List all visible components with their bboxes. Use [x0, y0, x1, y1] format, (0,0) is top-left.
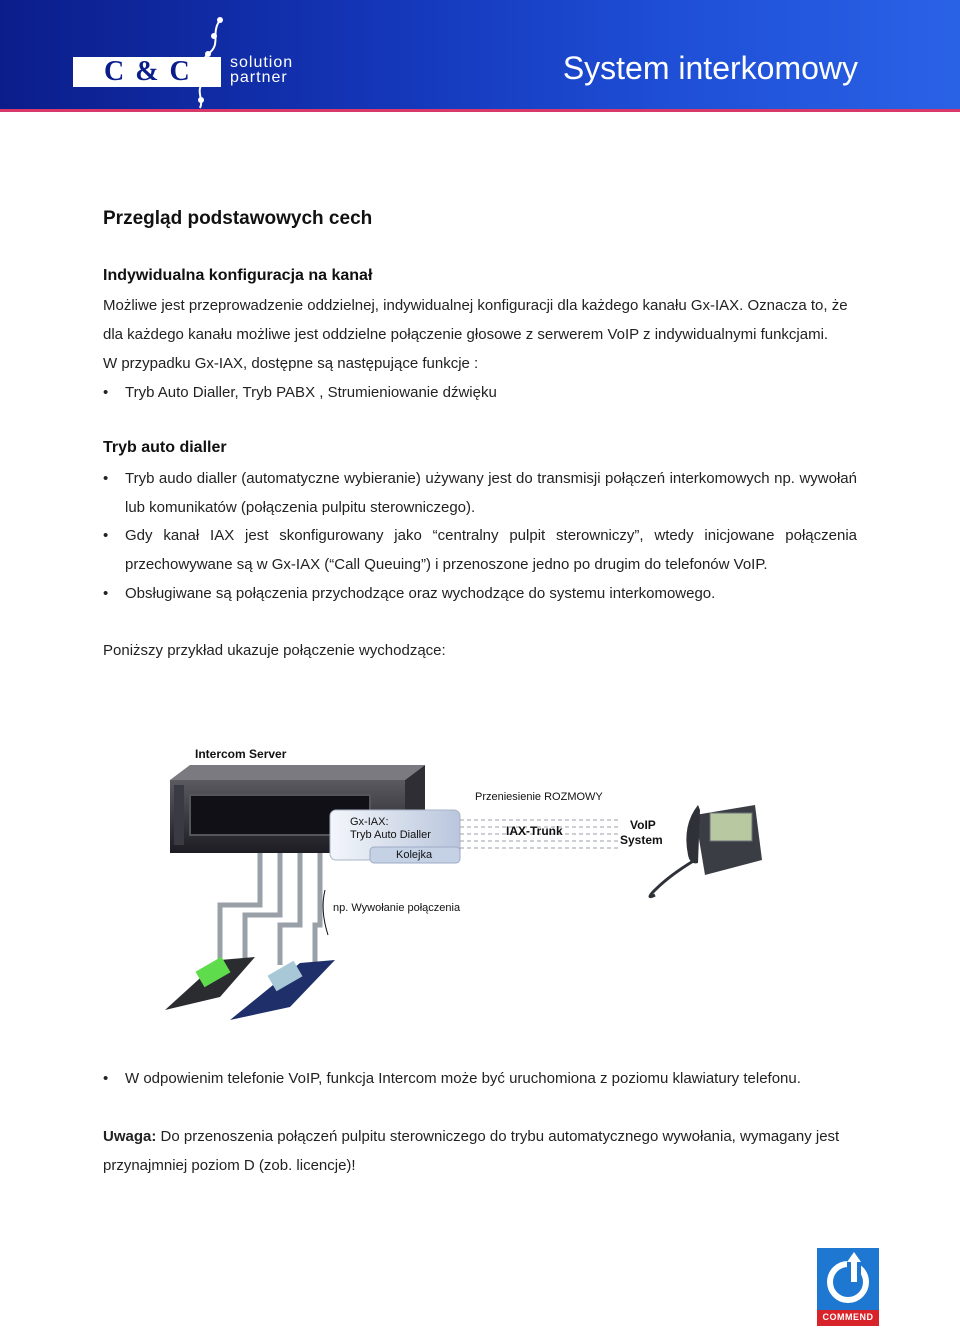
- voip-label-line2: System: [620, 833, 663, 847]
- voip-phone-icon: [650, 805, 762, 897]
- header-accent-line: [0, 109, 960, 112]
- call-pointer-line: [323, 890, 328, 935]
- example-intro: Poniższy przykład ukazuje połączenie wychodzące:: [103, 642, 446, 659]
- commend-brand-text: COMMEND: [822, 1312, 874, 1322]
- section2-bullet2: • Gdy kanał IAX jest skonfigurowany jako “centralny pulpit sterowniczy”, wtedy inicjowane połączenia przechowywane są w Gx-IAX (“Call Queuing”) i przenoszone jedno po drugim do telefonów VoIP.: [103, 521, 857, 579]
- logo-sub-solution: solution: [230, 54, 294, 71]
- transfer-label: Przeniesienie ROZMOWY: [475, 791, 603, 803]
- control-desk-handsets: [165, 957, 335, 1020]
- iax-trunk-label: IAX-Trunk: [506, 824, 563, 838]
- intercom-server-label: Intercom Server: [195, 747, 287, 761]
- logo-sub-partner: partner: [230, 69, 288, 86]
- diagram-graphics: [150, 735, 810, 1035]
- connection-diagram: [150, 735, 810, 1035]
- voip-label-line1: VoIP: [630, 818, 656, 832]
- call-label: np. Wywołanie połączenia: [333, 902, 461, 914]
- section2-bullet3: • Obsługiwane są połączenia przychodzące oraz wychodzące do systemu interkomowego.: [103, 579, 857, 608]
- section2-bullet1: • Tryb audo dialler (automatyczne wybieranie) używany jest do transmisji połączeń interkomowych np. wywołań lub komunikatów (połączenia pulpitu sterowniczego).: [103, 464, 857, 522]
- note-label: Uwaga:: [103, 1128, 157, 1145]
- server-cables: [220, 853, 320, 965]
- queue-label: Kolejka: [396, 849, 433, 861]
- logo-network-icon: [192, 14, 228, 110]
- section2-title: Tryb auto dialler: [103, 439, 227, 456]
- final-bullet: • W odpowienim telefonie VoIP, funkcja Intercom może być uruchomiona z poziomu klawiatury telefonu.: [103, 1064, 857, 1093]
- section1-title: Indywidualna konfiguracja na kanał: [103, 267, 373, 284]
- note-text: Do przenoszenia połączeń pulpitu sterowniczego do trybu automatycznego wywołania, wymagany jest przynajmniej poziom D (zob. licencje)!: [103, 1128, 840, 1174]
- company-logo: C & C: [104, 56, 192, 87]
- note-paragraph: [103, 1122, 857, 1180]
- section1-paragraph2: W przypadku Gx-IAX, dostępne są następujące funkcje :: [103, 355, 479, 372]
- logo-subtitle: [230, 55, 293, 85]
- section1-paragraph1: Możliwe jest przeprowadzenie oddzielnej, indywidualnej konfiguracji dla każdego kanału Gx-IAX. Oznacza to, że dla każdego kanału możliwe jest oddzielne połączenie głosowe z serwerem VoIP z indywidualnymi funkcjami.: [103, 297, 848, 343]
- gx-iax-label-line2: Tryb Auto Dialler: [350, 829, 431, 841]
- gx-iax-label-line1: Gx-IAX:: [350, 816, 389, 828]
- commend-logo: [817, 1248, 879, 1326]
- page-title: System interkomowy: [562, 50, 858, 86]
- main-heading: Przegląd podstawowych cech: [103, 208, 373, 229]
- section1-bullet1: • Tryb Auto Dialler, Tryb PABX , Strumieniowanie dźwięku: [103, 378, 857, 407]
